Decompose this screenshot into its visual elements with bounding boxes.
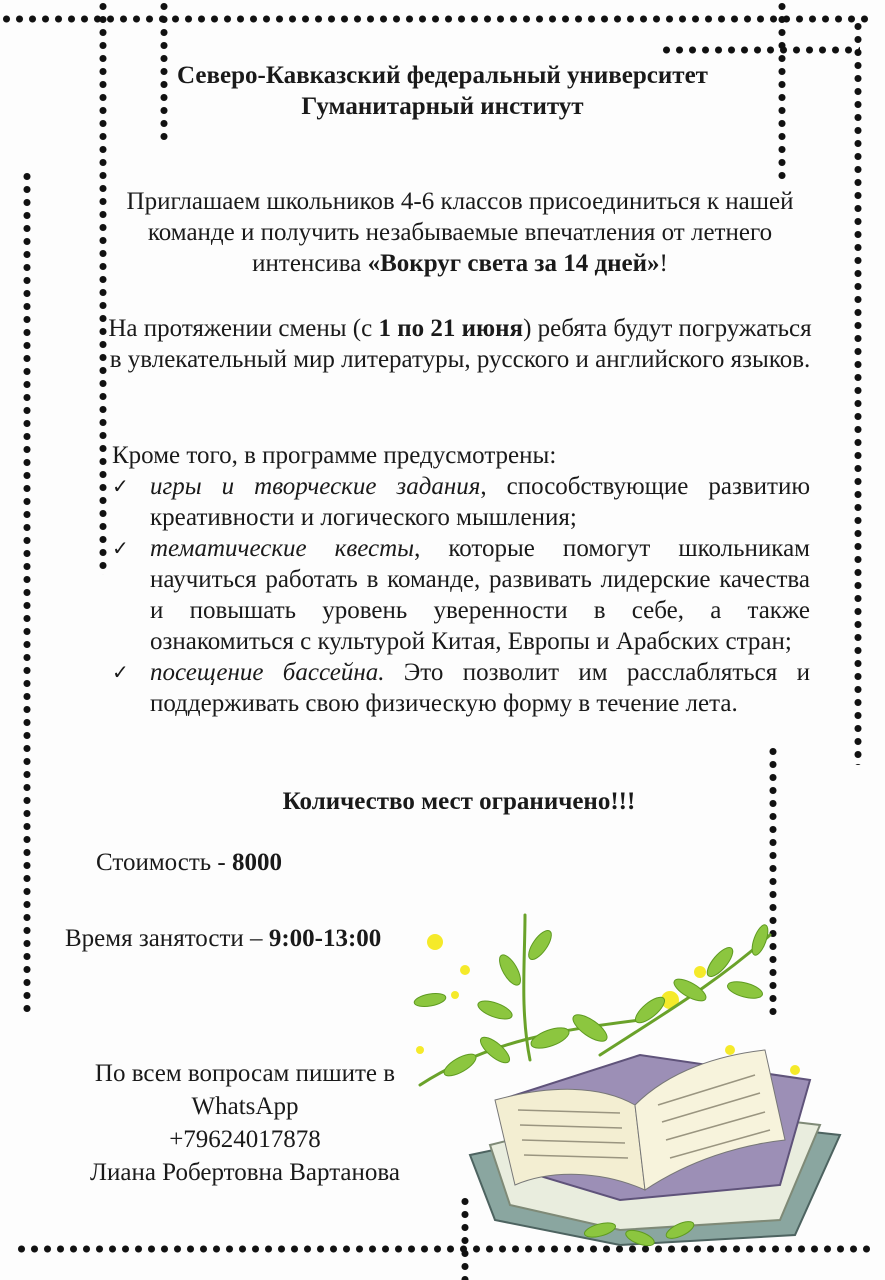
dotted-border-left-upper bbox=[98, 0, 108, 575]
list-item-highlight: тематические квесты bbox=[150, 535, 415, 562]
dates-paragraph bbox=[105, 313, 815, 375]
dotted-border-top bbox=[0, 14, 870, 24]
checkmark-icon: ✓ bbox=[112, 536, 129, 560]
list-item-highlight: игры и творческие задания bbox=[150, 473, 481, 500]
dotted-border-left-outer bbox=[22, 170, 32, 1015]
contact-phone: +79624017878 bbox=[169, 1126, 321, 1153]
list-item-text: Это позволит им расслабляться и поддерживать свою физическую форму в течение лета. bbox=[150, 659, 810, 717]
schedule-line bbox=[65, 923, 381, 954]
list-item-highlight: посещение бассейна. bbox=[150, 659, 385, 686]
contact-name: Лиана Робертовна Вартанова bbox=[90, 1159, 400, 1186]
contact-block bbox=[45, 1057, 445, 1189]
dotted-border-right-stub bbox=[777, 0, 787, 180]
institute-name: Гуманитарный институт bbox=[301, 93, 584, 120]
intro-exclamation: ! bbox=[659, 250, 668, 277]
schedule-value: 9:00-13:00 bbox=[268, 925, 382, 952]
dates-text-after: ) ребята будут погружаться в увлекательный мир литературы, русского и английского языков. bbox=[109, 315, 812, 373]
page-header bbox=[110, 60, 775, 122]
dates-text-before: На протяжении смены (с bbox=[108, 315, 379, 342]
cost-line bbox=[96, 847, 282, 878]
university-name: Северо-Кавказский федеральный университет bbox=[177, 62, 708, 89]
limited-places-notice: Количество мест ограничено!!! bbox=[282, 788, 636, 815]
contact-messenger: WhatsApp bbox=[191, 1093, 299, 1120]
cost-value: 8000 bbox=[232, 849, 283, 876]
dotted-border-mid bbox=[660, 45, 860, 55]
intro-text: Приглашаем школьников 4-6 классов присоединиться к нашей команде и получить незабываемые впечатления от летнего интенсива bbox=[126, 188, 794, 277]
checkmark-icon: ✓ bbox=[112, 660, 129, 684]
cost-label: Стоимость - bbox=[96, 849, 233, 876]
program-name: «Вокруг света за 14 дней» bbox=[367, 250, 660, 277]
list-item-text: , которые помогут школьникам научиться работать в команде, развивать лидерские качества и повышать уровень уверенности в себе, а также ознакомиться с культурой Китая, Европы и Арабских стран; bbox=[150, 535, 810, 655]
list-item bbox=[108, 657, 810, 719]
program-lead: Кроме того, в программе предусмотрены: bbox=[112, 442, 557, 469]
list-item bbox=[108, 471, 810, 533]
checkmark-icon: ✓ bbox=[112, 474, 129, 498]
list-item bbox=[108, 533, 810, 657]
schedule-label: Время занятости – bbox=[65, 925, 269, 952]
dotted-border-right bbox=[853, 20, 863, 765]
dates-period: 1 по 21 июня bbox=[378, 315, 524, 342]
intro-paragraph bbox=[105, 186, 815, 279]
open-book-with-branches-icon bbox=[400, 900, 860, 1260]
program-list bbox=[108, 471, 810, 719]
list-item-text: , способствующие развитию креативности и логического мышления; bbox=[150, 473, 810, 531]
contact-line: По всем вопросам пишите в bbox=[94, 1060, 396, 1087]
